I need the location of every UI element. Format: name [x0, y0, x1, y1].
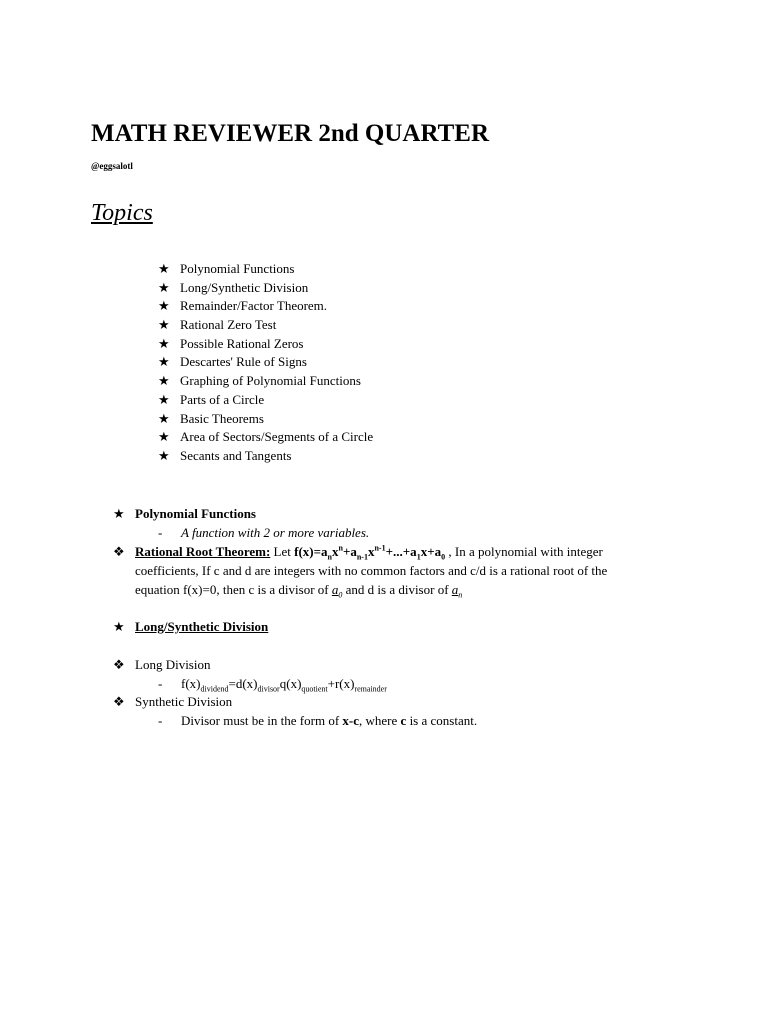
diamond-bullet-icon: ❖	[113, 544, 125, 559]
star-bullet-icon: ★	[113, 619, 125, 634]
dash-bullet: -	[158, 713, 163, 728]
section-polynomial-functions	[113, 504, 256, 523]
polynomial-formula: $f(x)=a_nx^n+a_{n-1}x^{n-1}+...+a_1x+a_0$	[294, 543, 446, 562]
topics-heading: Topics	[91, 200, 153, 226]
long-division-item: ❖ Long Division	[113, 657, 211, 672]
star-bullet-icon: ★	[158, 354, 170, 370]
an-symbol: $a_n$	[451, 582, 463, 600]
star-bullet-icon: ★	[158, 429, 170, 445]
diamond-bullet-icon: ❖	[113, 694, 125, 709]
list-item: ★ Parts of a Circle	[158, 391, 373, 410]
definition-text: A function with 2 or more variables.	[181, 525, 370, 540]
a0-symbol: $a_0$	[331, 582, 343, 600]
division-formula: $f(x)_{dividend}=d(x)_{divisor}q(x)_{quotient}+r(x)_{remainder}$	[181, 676, 387, 694]
section-heading: Long/Synthetic Division	[135, 619, 269, 634]
list-item: ★ Secants and Tangents	[158, 447, 373, 466]
division-formula-line	[158, 674, 387, 693]
theorem-label: Rational Root Theorem:	[135, 544, 271, 559]
star-bullet-icon: ★	[158, 279, 170, 295]
section-heading: Polynomial Functions	[135, 506, 256, 521]
list-item: ★ Graphing of Polynomial Functions	[158, 372, 373, 391]
synthetic-note-line: - Divisor must be in the form of x-c, where c is a constant.	[158, 713, 478, 728]
section-long-synthetic-division	[113, 617, 268, 636]
list-item: ★ Area of Sectors/Segments of a Circle	[158, 428, 373, 447]
star-bullet-icon: ★	[113, 506, 125, 521]
star-bullet-icon: ★	[158, 373, 170, 389]
author-handle: @eggsalotl	[91, 161, 133, 171]
rational-root-line-2: coefficients, If c and d are integers with no common factors and c/d is a rational root of the	[135, 563, 608, 578]
star-bullet-icon: ★	[158, 298, 170, 314]
list-item: ★ Polynomial Functions	[158, 260, 373, 279]
star-bullet-icon: ★	[158, 261, 170, 276]
page-title: MATH REVIEWER 2nd QUARTER	[91, 120, 490, 147]
definition-line	[158, 523, 369, 542]
list-item: ★ Possible Rational Zeros	[158, 335, 373, 354]
star-bullet-icon: ★	[158, 391, 170, 407]
list-item: ★ Long/Synthetic Division	[158, 279, 373, 298]
rational-root-line-1: ❖ Rational Root Theorem: Let $f(x)=a_nx^n+a_{n-1}x^{n-1}+...+a_1x+a_0$ , In a polynomial with integer	[113, 543, 603, 562]
star-bullet-icon: ★	[158, 317, 170, 333]
list-item: ★ Basic Theorems	[158, 410, 373, 429]
topics-list	[158, 260, 373, 466]
synthetic-division-item: ❖ Synthetic Division	[113, 694, 233, 709]
list-item: ★ Rational Zero Test	[158, 316, 373, 335]
dash-bullet: -	[158, 676, 163, 691]
diamond-bullet-icon: ❖	[113, 657, 125, 672]
star-bullet-icon: ★	[158, 335, 170, 351]
list-item: ★ Descartes' Rule of Signs	[158, 353, 373, 372]
rational-root-line-3: equation f(x)=0, then c is a divisor of $a_0$ and d is a divisor of $a_n$	[135, 582, 463, 600]
list-item: ★ Remainder/Factor Theorem.	[158, 297, 373, 316]
star-bullet-icon: ★	[158, 447, 170, 463]
star-bullet-icon: ★	[158, 410, 170, 426]
dash-bullet: -	[158, 525, 163, 540]
